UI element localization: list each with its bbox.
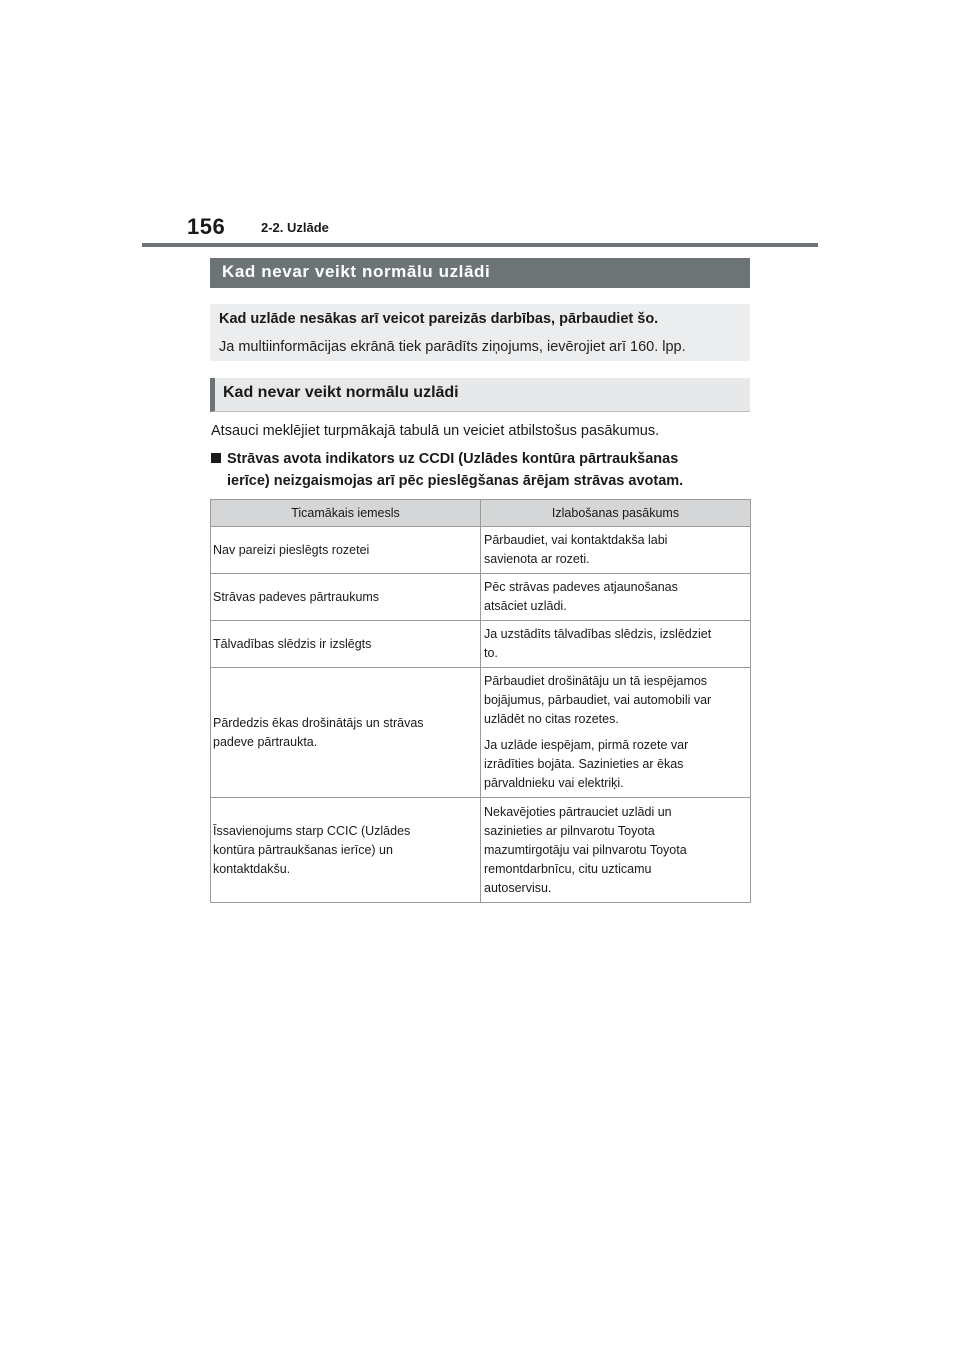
cause-cell [211, 668, 481, 798]
column-header-action: Izlabošanas pasākums [481, 500, 751, 527]
cell-line: atsāciet uzlādi. [484, 599, 567, 613]
section-breadcrumb: 2-2. Uzlāde [261, 220, 329, 235]
column-header-cause: Ticamākais iemesls [211, 500, 481, 527]
cell-line: uzlādēt no citas rozetes. [484, 712, 619, 726]
cell-line: kontaktdakšu. [213, 861, 291, 876]
cell-line: izrādīties bojāta. Sazinieties ar ēkas [484, 757, 684, 771]
troubleshooting-table [210, 499, 751, 903]
cell-line: Pārdedzis ēkas drošinātājs un strāvas [213, 715, 424, 730]
section-banner: Kad nevar veikt normālu uzlādi [210, 258, 750, 288]
cell-line: Pārbaudiet drošinātāju un tā iespējamos [484, 674, 708, 688]
cell-line: Ja uzlāde iespējam, pirmā rozete var [484, 738, 689, 752]
table-header-row [211, 500, 751, 527]
condition-line-1: Strāvas avota indikators uz CCDI (Uzlādes kontūra pārtraukšanas [227, 451, 679, 467]
condition-heading [211, 448, 771, 492]
cell-line: kontūra pārtraukšanas ierīce) un [213, 842, 393, 857]
action-cell [481, 798, 751, 903]
table-row [211, 668, 751, 798]
cause-cell [211, 574, 481, 621]
cell-line: Nav pareizi pieslēgts rozetei [213, 542, 370, 557]
cell-line: Ja uzstādīts tālvadības slēdzis, izslēdziet [484, 627, 712, 641]
cell-line: Pārbaudiet, vai kontaktdakša labi [484, 533, 668, 547]
action-cell [481, 621, 751, 668]
cell-line: to. [484, 646, 498, 660]
subsection-heading: Kad nevar veikt normālu uzlādi [210, 378, 750, 412]
table-row [211, 798, 751, 903]
cell-line: autoservisu. [484, 880, 552, 895]
notice-box [210, 304, 750, 361]
cause-cell [211, 621, 481, 668]
square-bullet-icon [211, 453, 221, 463]
cell-line: remontdarbnīcu, citu uzticamu [484, 861, 652, 876]
condition-line-2: ierīce) neizgaismojas arī pēc pieslēgšanas ārējam strāvas avotam. [227, 473, 684, 489]
cell-line: pārvaldnieku vai elektriķi. [484, 776, 624, 790]
header-divider [142, 243, 818, 247]
cause-cell [211, 527, 481, 574]
cell-line: padeve pārtraukta. [213, 734, 318, 749]
cell-paragraph [484, 672, 746, 729]
page-number: 156 [187, 214, 226, 239]
table-row [211, 527, 751, 574]
notice-bold-line: Kad uzlāde nesākas arī veicot pareizās darbības, pārbaudiet šo. [219, 311, 659, 327]
cell-line: sazinieties ar pilnvarotu Toyota [484, 823, 655, 838]
table-row [211, 574, 751, 621]
cell-line: Tālvadības slēdzis ir izslēgts [213, 636, 372, 651]
action-cell [481, 574, 751, 621]
cell-paragraph [484, 736, 746, 793]
action-cell [481, 527, 751, 574]
cell-line: mazumtirgotāju vai pilnvarotu Toyota [484, 842, 687, 857]
table-row [211, 621, 751, 668]
action-cell [481, 668, 751, 798]
cell-line: Pēc strāvas padeves atjaunošanas [484, 580, 678, 594]
cell-line: bojājumus, pārbaudiet, vai automobili var [484, 693, 712, 707]
notice-text-line: Ja multiinformācijas ekrānā tiek parādīts ziņojums, ievērojiet arī 160. lpp. [219, 339, 686, 355]
cell-line: Strāvas padeves pārtraukums [213, 589, 380, 604]
cell-line: Nekavējoties pārtrauciet uzlādi un [484, 804, 672, 819]
cause-cell [211, 798, 481, 903]
cell-line: savienota ar rozeti. [484, 552, 590, 566]
intro-paragraph: Atsauci meklējiet turpmākajā tabulā un veiciet atbilstošus pasākumus. [211, 423, 660, 439]
cell-line: Īssavienojums starp CCIC (Uzlādes [213, 823, 411, 838]
